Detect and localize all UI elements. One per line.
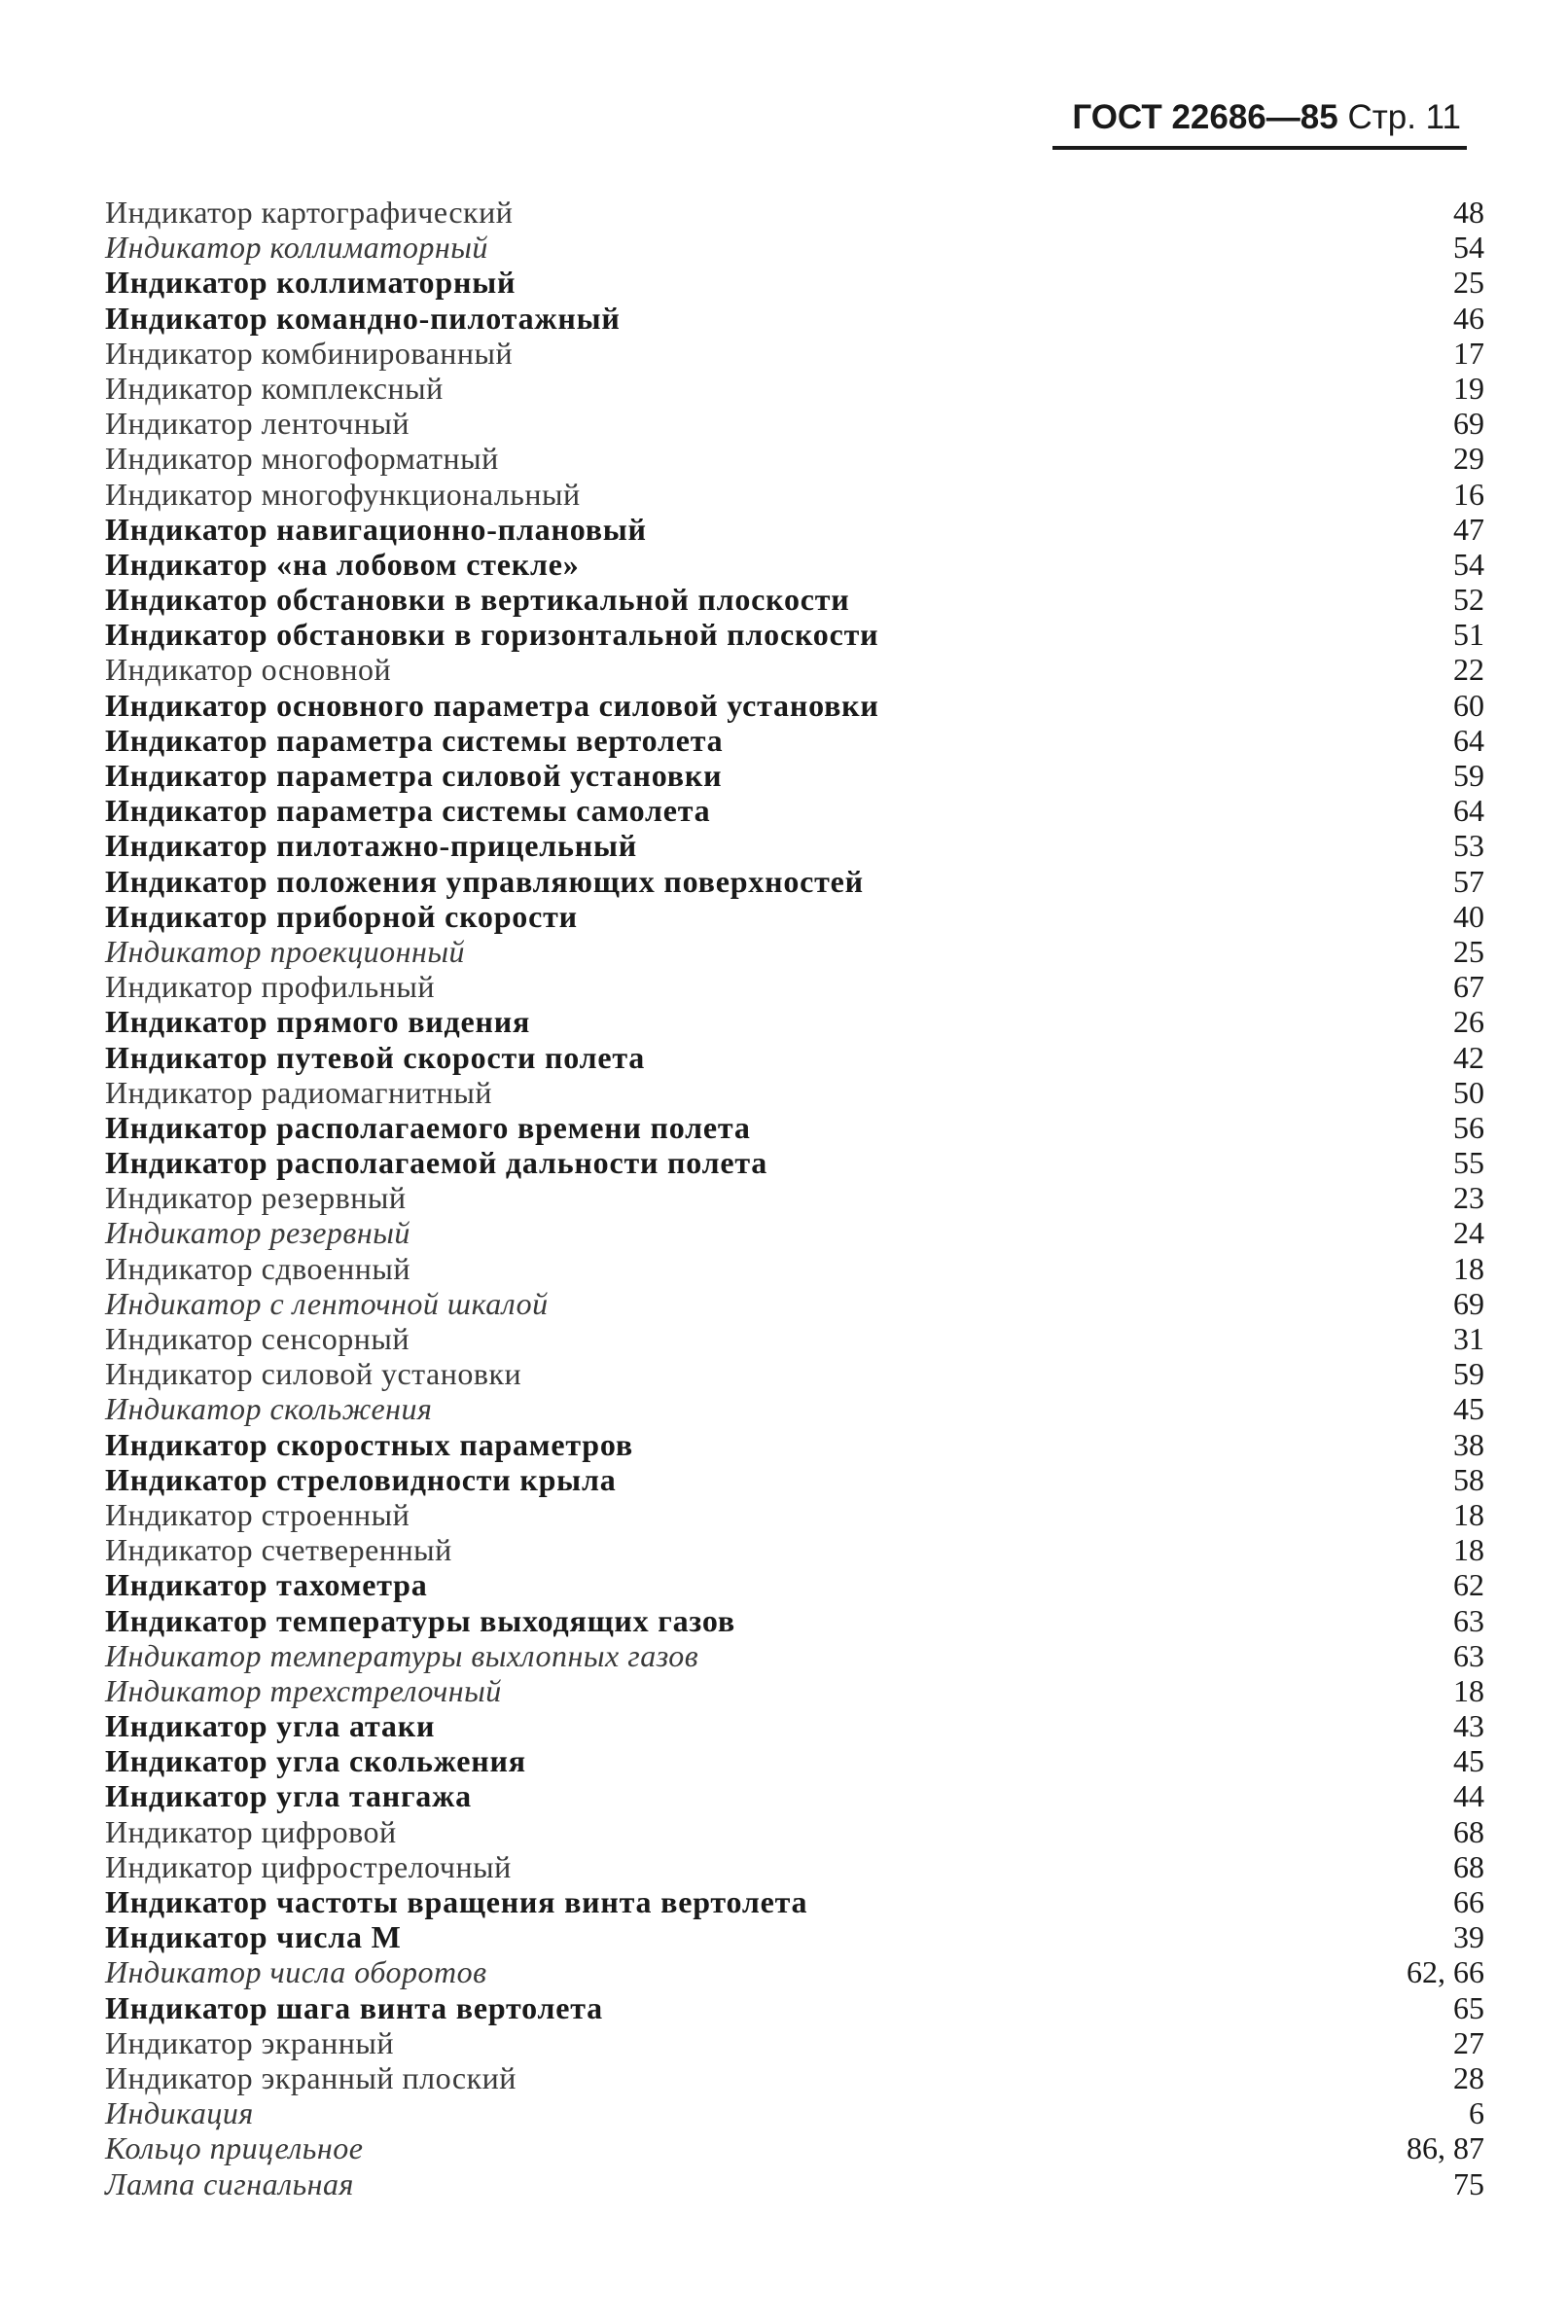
entry-page-ref: 75 — [1453, 2165, 1484, 2201]
entry-term: Индикатор картографический — [105, 195, 514, 230]
entry-page-ref: 59 — [1453, 1356, 1484, 1392]
index-entry — [105, 547, 1484, 582]
entry-page-ref: 18 — [1453, 1672, 1484, 1708]
entry-page-ref: 25 — [1453, 265, 1484, 301]
index-entry — [105, 1990, 1484, 2025]
index-entry — [105, 1391, 1484, 1426]
index-entry — [105, 899, 1484, 934]
entry-term: Индикатор многоформатный — [105, 441, 499, 477]
index-entry — [105, 1251, 1484, 1286]
entry-page-ref: 86, 87 — [1407, 2130, 1484, 2166]
index-entry — [105, 1110, 1484, 1145]
entry-page-ref: 58 — [1453, 1461, 1484, 1497]
index-entry — [105, 1673, 1484, 1708]
index-entry — [105, 1497, 1484, 1532]
entry-term: Индикатор резервный — [105, 1215, 410, 1251]
index-entry — [105, 477, 1484, 512]
entry-term: Индикатор параметра системы самолета — [105, 793, 711, 829]
index-entry — [105, 1849, 1484, 1884]
index-entry — [105, 1778, 1484, 1813]
entry-page-ref: 6 — [1469, 2095, 1484, 2131]
entry-term: Индикатор экранный плоский — [105, 2059, 517, 2095]
entry-page-ref: 50 — [1453, 1074, 1484, 1110]
entry-page-ref: 31 — [1453, 1321, 1484, 1356]
header-text — [1072, 97, 1461, 138]
entry-page-ref: 53 — [1453, 828, 1484, 864]
index-entry — [105, 2166, 1484, 2201]
entry-term: Индикатор стреловидности крыла — [105, 1461, 617, 1497]
entry-term: Индикатор параметра системы вертолета — [105, 722, 724, 758]
entry-term: Индикатор обстановки в вертикальной плоскости — [105, 582, 850, 618]
index-entry — [105, 1603, 1484, 1638]
index-entry — [105, 969, 1484, 1004]
index-entry — [105, 758, 1484, 793]
entry-page-ref: 43 — [1453, 1708, 1484, 1744]
entry-term: Индикатор располагаемой дальности полета — [105, 1145, 768, 1181]
entry-page-ref: 16 — [1453, 476, 1484, 512]
entry-page-ref: 45 — [1453, 1391, 1484, 1427]
entry-term: Индикатор экранный — [105, 2024, 394, 2060]
entry-term: Индикация — [105, 2095, 254, 2131]
entry-term: Индикатор профильный — [105, 969, 435, 1005]
entry-term: Индикатор прямого видения — [105, 1004, 531, 1040]
entry-page-ref: 64 — [1453, 793, 1484, 829]
index-entry — [105, 371, 1484, 406]
entry-term: Индикатор коллиматорный — [105, 265, 517, 301]
entry-term: Индикатор счетверенный — [105, 1532, 452, 1568]
index-entry — [105, 1004, 1484, 1039]
page-header — [1052, 97, 1467, 150]
entry-term: Индикатор пилотажно-прицельный — [105, 828, 638, 864]
entry-term: Индикатор угла скольжения — [105, 1743, 526, 1779]
index-entry — [105, 2060, 1484, 2095]
entry-term: Индикатор цифрострелочный — [105, 1848, 512, 1884]
entry-term: Кольцо прицельное — [105, 2130, 364, 2166]
index-entry — [105, 1286, 1484, 1321]
entry-term: Индикатор скоростных параметров — [105, 1426, 633, 1462]
index-entry — [105, 688, 1484, 723]
entry-page-ref: 54 — [1453, 546, 1484, 582]
index-entry — [105, 1321, 1484, 1356]
entry-term: Индикатор скольжения — [105, 1391, 433, 1427]
index-entry — [105, 336, 1484, 371]
entry-page-ref: 44 — [1453, 1778, 1484, 1814]
entry-page-ref: 17 — [1453, 335, 1484, 371]
entry-term: Индикатор комбинированный — [105, 335, 514, 371]
entry-page-ref: 18 — [1453, 1532, 1484, 1568]
entry-page-ref: 51 — [1453, 617, 1484, 653]
entry-page-ref: 28 — [1453, 2059, 1484, 2095]
index-entry — [105, 1954, 1484, 1989]
entry-term: Индикатор тахометра — [105, 1567, 428, 1603]
index-entry — [105, 195, 1484, 230]
entry-page-ref: 65 — [1453, 1989, 1484, 2025]
entry-term: Индикатор многофункциональный — [105, 476, 581, 512]
entry-page-ref: 59 — [1453, 758, 1484, 793]
index-entry — [105, 723, 1484, 758]
entry-page-ref: 60 — [1453, 687, 1484, 723]
entry-term: Индикатор располагаемого времени полета — [105, 1109, 751, 1145]
index-entry — [105, 1356, 1484, 1391]
index-entry — [105, 1215, 1484, 1250]
entry-term: Индикатор приборной скорости — [105, 898, 578, 934]
entry-page-ref: 45 — [1453, 1743, 1484, 1779]
entry-page-ref: 25 — [1453, 933, 1484, 969]
entry-term: Лампа сигнальная — [105, 2165, 354, 2201]
index-entry — [105, 828, 1484, 863]
entry-page-ref: 18 — [1453, 1496, 1484, 1532]
entry-page-ref: 27 — [1453, 2024, 1484, 2060]
entry-term: Индикатор ленточный — [105, 406, 410, 442]
entry-page-ref: 26 — [1453, 1004, 1484, 1040]
entry-page-ref: 29 — [1453, 441, 1484, 477]
entry-term: Индикатор путевой скорости полета — [105, 1039, 646, 1075]
entry-page-ref: 68 — [1453, 1813, 1484, 1849]
entry-page-ref: 69 — [1453, 1285, 1484, 1321]
index-entry — [105, 617, 1484, 652]
entry-page-ref: 63 — [1453, 1602, 1484, 1638]
entry-term: Индикатор сдвоенный — [105, 1250, 410, 1286]
index-entry — [105, 864, 1484, 899]
entry-term: Индикатор основного параметра силовой установки — [105, 687, 879, 723]
entry-page-ref: 54 — [1453, 230, 1484, 266]
index-entry — [105, 301, 1484, 336]
index-entry — [105, 1919, 1484, 1954]
entry-page-ref: 52 — [1453, 582, 1484, 618]
entry-page-ref: 63 — [1453, 1637, 1484, 1673]
index-entry — [105, 1638, 1484, 1673]
entry-page-ref: 39 — [1453, 1919, 1484, 1955]
index-entry — [105, 512, 1484, 547]
index-entry — [105, 1884, 1484, 1919]
index-entry — [105, 1427, 1484, 1462]
page-number: Стр. 11 — [1347, 98, 1461, 136]
entry-page-ref: 64 — [1453, 722, 1484, 758]
entry-page-ref: 23 — [1453, 1180, 1484, 1216]
entry-term: Индикатор положения управляющих поверхностей — [105, 863, 864, 899]
entry-page-ref: 68 — [1453, 1848, 1484, 1884]
entry-page-ref: 22 — [1453, 652, 1484, 688]
entry-page-ref: 18 — [1453, 1250, 1484, 1286]
entry-term: Индикатор навигационно-плановый — [105, 511, 647, 547]
index-entry — [105, 1462, 1484, 1497]
entry-page-ref: 62 — [1453, 1567, 1484, 1603]
entry-page-ref: 40 — [1453, 898, 1484, 934]
index-list — [105, 195, 1484, 2201]
index-entry — [105, 1743, 1484, 1778]
index-entry — [105, 582, 1484, 617]
entry-page-ref: 24 — [1453, 1215, 1484, 1251]
entry-page-ref: 57 — [1453, 863, 1484, 899]
entry-page-ref: 19 — [1453, 370, 1484, 406]
entry-page-ref: 48 — [1453, 195, 1484, 230]
index-entry — [105, 265, 1484, 300]
index-entry — [105, 2025, 1484, 2060]
entry-term: Индикатор основной — [105, 652, 392, 688]
entry-term: Индикатор силовой установки — [105, 1356, 522, 1392]
entry-term: Индикатор числа оборотов — [105, 1954, 487, 1990]
entry-page-ref: 69 — [1453, 406, 1484, 442]
entry-term: Индикатор числа М — [105, 1919, 402, 1955]
index-entry — [105, 652, 1484, 687]
entry-page-ref: 55 — [1453, 1145, 1484, 1181]
entry-term: Индикатор угла атаки — [105, 1708, 436, 1744]
entry-page-ref: 56 — [1453, 1109, 1484, 1145]
entry-page-ref: 38 — [1453, 1426, 1484, 1462]
index-entry — [105, 934, 1484, 969]
index-entry — [105, 406, 1484, 441]
entry-page-ref: 47 — [1453, 511, 1484, 547]
entry-page-ref: 42 — [1453, 1039, 1484, 1075]
entry-term: Индикатор проекционный — [105, 933, 466, 969]
entry-term: Индикатор резервный — [105, 1180, 407, 1216]
entry-term: Индикатор частоты вращения винта вертолета — [105, 1884, 808, 1919]
index-entry — [105, 1814, 1484, 1849]
standard-number: ГОСТ 22686—85 — [1072, 98, 1338, 136]
index-entry — [105, 1567, 1484, 1602]
entry-term: Индикатор шага винта вертолета — [105, 1989, 603, 2025]
index-entry — [105, 793, 1484, 828]
entry-term: Индикатор параметра силовой установки — [105, 758, 723, 793]
entry-term: Индикатор «на лобовом стекле» — [105, 546, 580, 582]
entry-term: Индикатор температуры выходящих газов — [105, 1602, 735, 1638]
entry-term: Индикатор командно-пилотажный — [105, 300, 621, 336]
entry-term: Индикатор коллиматорный — [105, 230, 488, 266]
entry-page-ref: 67 — [1453, 969, 1484, 1005]
index-entry — [105, 1075, 1484, 1110]
index-entry — [105, 1708, 1484, 1743]
entry-term: Индикатор сенсорный — [105, 1321, 410, 1356]
index-entry — [105, 1040, 1484, 1075]
entry-page-ref: 62, 66 — [1407, 1954, 1484, 1990]
index-entry — [105, 441, 1484, 476]
entry-term: Индикатор цифровой — [105, 1813, 397, 1849]
entry-term: Индикатор температуры выхлопных газов — [105, 1637, 699, 1673]
entry-term: Индикатор трехстрелочный — [105, 1672, 502, 1708]
entry-term: Индикатор обстановки в горизонтальной плоскости — [105, 617, 879, 653]
entry-term: Индикатор с ленточной шкалой — [105, 1285, 549, 1321]
entry-term: Индикатор комплексный — [105, 370, 444, 406]
entry-term: Индикатор строенный — [105, 1496, 410, 1532]
entry-page-ref: 66 — [1453, 1884, 1484, 1919]
index-entry — [105, 230, 1484, 265]
index-entry — [105, 1532, 1484, 1567]
index-entry — [105, 1180, 1484, 1215]
entry-term: Индикатор радиомагнитный — [105, 1074, 492, 1110]
entry-term: Индикатор угла тангажа — [105, 1778, 472, 1814]
index-entry — [105, 1145, 1484, 1180]
index-entry — [105, 2095, 1484, 2130]
index-entry — [105, 2130, 1484, 2165]
entry-page-ref: 46 — [1453, 300, 1484, 336]
